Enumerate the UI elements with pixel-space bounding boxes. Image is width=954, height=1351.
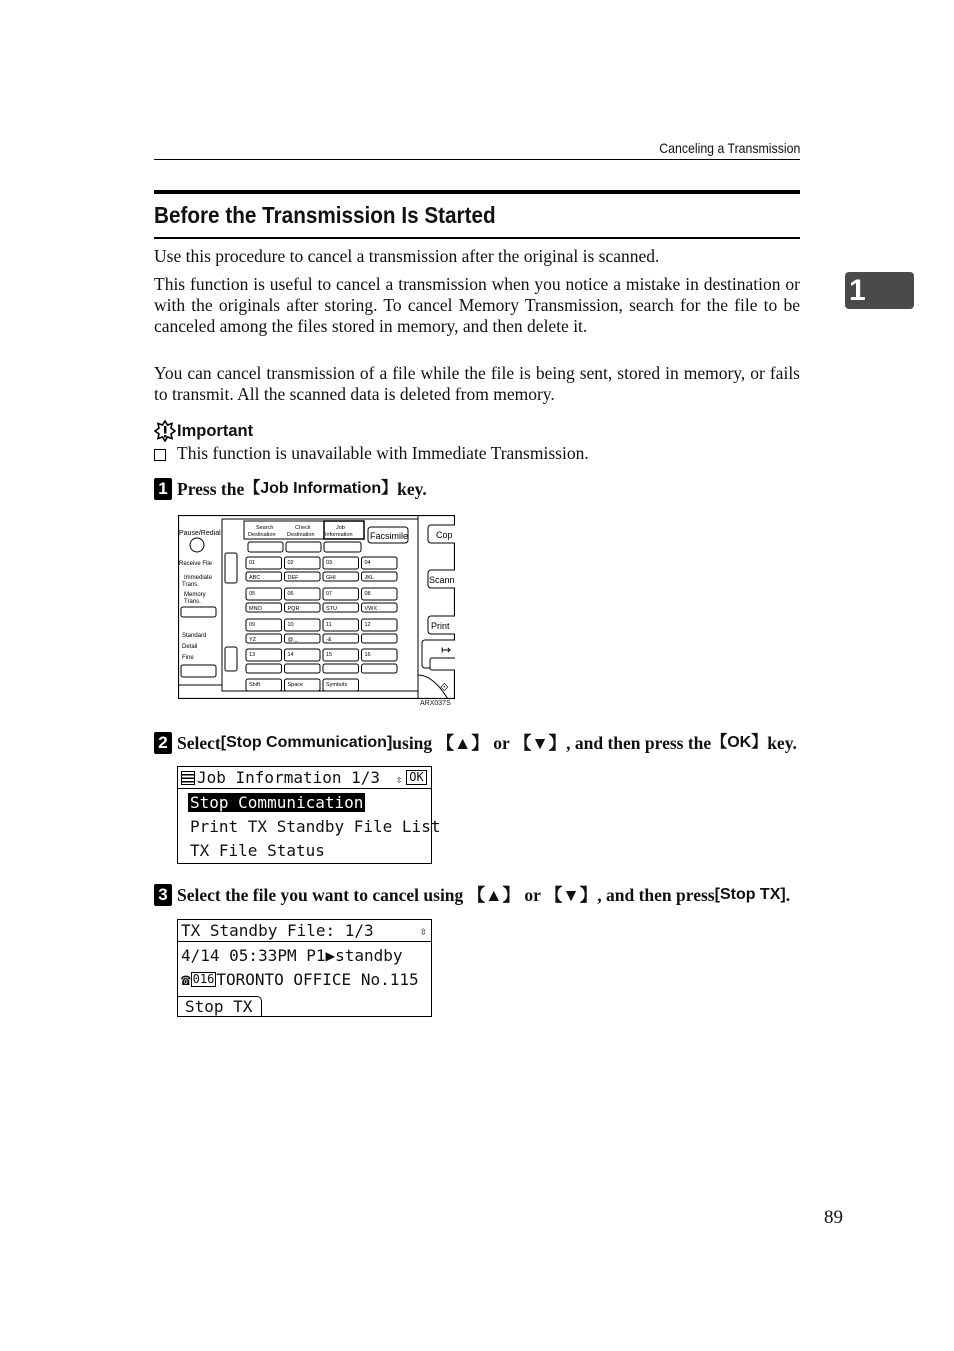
section-title: Before the Transmission Is Started: [154, 202, 496, 228]
one-touch-key-label: 04: [364, 560, 371, 566]
memory-trans-label: Memory: [184, 592, 206, 598]
one-touch-key-label: 13: [249, 652, 256, 658]
svg-text:Information: Information: [325, 532, 353, 538]
list-icon: [181, 771, 195, 785]
key-name: [Stop Communication]: [220, 734, 393, 751]
running-header: Canceling a Transmission: [154, 138, 800, 160]
purpose-paragraph: This function is useful to cancel a transmission when you notice a mistake in destination or with the originals after storing. To cancel Memory Transmission, search for the file to be canceled among the files stored in memory, and then delete it.: [154, 274, 800, 336]
svg-text:Destination: Destination: [287, 532, 315, 538]
important-heading: [154, 420, 253, 442]
menu-item-stop-communication[interactable]: Stop Communication: [190, 793, 364, 812]
one-touch-key: [285, 664, 321, 673]
one-touch-key-label: 11: [326, 622, 332, 628]
receive-file-label: Receive File: [179, 561, 213, 567]
one-touch-key: [362, 634, 398, 643]
svg-text:Facsimile: Facsimile: [370, 531, 409, 541]
control-panel-illustration: [178, 515, 455, 699]
one-touch-key-label: STU: [326, 606, 337, 612]
one-touch-key-label: -&: [326, 637, 332, 643]
step-text: Select: [177, 733, 221, 753]
step-text: Select the file you want to cancel using 【▲】 or 【▼】, and then press: [177, 885, 715, 905]
important-item-text: This function is unavailable with Immediate Transmission.: [177, 443, 589, 463]
one-touch-key: [362, 664, 398, 673]
tab-check-destination: Check: [295, 525, 311, 531]
step-number: 1: [154, 478, 172, 500]
one-touch-key-label: @._: [287, 637, 298, 643]
intro-paragraph: Use this procedure to cancel a transmission after the original is scanned.: [154, 246, 660, 266]
lcd-title-row: TX Standby File: 1/3 ⇳: [178, 920, 431, 942]
one-touch-key-label: Symbols: [326, 682, 348, 688]
left-key: [181, 607, 216, 617]
tab-job-information: Job: [336, 525, 345, 531]
menu-item-tx-file-status[interactable]: TX File Status: [190, 841, 325, 860]
one-touch-key-label: Space: [287, 682, 304, 688]
key-name: 【OK】: [711, 734, 768, 751]
one-touch-key-label: VWX: [364, 606, 378, 612]
svg-text:Print: Print: [431, 621, 450, 631]
important-label: Important: [177, 421, 254, 440]
step-text: key.: [767, 733, 797, 753]
svg-text:Destination: Destination: [248, 532, 276, 538]
immediate-trans-label: Immediate: [184, 575, 213, 581]
figure-id: ARX037S: [420, 700, 451, 707]
step-text: Press the: [177, 479, 245, 499]
lcd-tx-standby-file: [177, 919, 432, 1017]
stop-tx-softkey[interactable]: Stop TX: [178, 996, 262, 1016]
one-touch-key-label: 08: [364, 591, 371, 597]
important-item: [154, 443, 589, 464]
standby-file-status-row: 4/14 05:33PM P1▶standby: [181, 946, 403, 965]
one-touch-key-label: GHI: [326, 575, 336, 581]
title-rule-top: [154, 190, 800, 194]
standby-file-destination-row[interactable]: ☎ 016 TORONTO OFFICE No.115: [181, 970, 419, 989]
one-touch-key-label: 09: [249, 622, 256, 628]
one-touch-key-label: MNO: [249, 606, 262, 612]
scope-paragraph: You can cancel transmission of a file while the file is being sent, stored in memory, or fails to transmit. All the scanned data is deleted from memory.: [154, 363, 800, 404]
one-touch-key-label: 03: [326, 560, 333, 566]
svg-text:Cop: Cop: [436, 530, 453, 540]
step-text: key.: [397, 479, 427, 499]
important-icon: [154, 420, 176, 442]
one-touch-key-label: ABC: [249, 575, 261, 581]
one-touch-key-label: DEF: [287, 575, 299, 581]
page-number: 89: [824, 1207, 843, 1228]
tab-search-destination: Search: [256, 525, 274, 531]
svg-text:Trans.: Trans.: [184, 599, 201, 605]
step-2: [154, 732, 797, 754]
one-touch-key: [323, 664, 359, 673]
one-touch-key-label: 14: [287, 652, 294, 658]
up-down-arrows-icon: ⇳: [395, 773, 403, 786]
svg-text:↦: ↦: [441, 643, 452, 657]
step-text: .: [785, 885, 791, 905]
step-text: using 【▲】 or 【▼】, and then press the: [392, 733, 712, 753]
one-touch-key-label: 10: [287, 622, 294, 628]
title-rule-bottom: [154, 237, 800, 239]
one-touch-key-label: 01: [249, 560, 256, 566]
up-down-arrows-icon: ⇳: [419, 924, 427, 938]
chapter-tab: 1: [845, 272, 914, 309]
key-name: 【Job Information】: [244, 480, 398, 497]
one-touch-key-label: 12: [364, 622, 371, 628]
one-touch-key-label: 06: [287, 591, 294, 597]
one-touch-key-label: 05: [249, 591, 256, 597]
one-touch-key-label: 15: [326, 652, 333, 658]
step-3: [154, 884, 790, 906]
pause-redial-label: Pause/Redial: [179, 530, 221, 537]
step-1: [154, 478, 427, 500]
left-key: [181, 665, 216, 677]
step-number: 3: [154, 884, 172, 906]
one-touch-key-label: 02: [287, 560, 294, 566]
svg-text:Scann: Scann: [429, 575, 455, 585]
one-touch-key: [246, 664, 282, 673]
one-touch-key-label: YZ: [249, 637, 257, 643]
one-touch-key-label: JKL: [364, 575, 374, 581]
svg-text:Trans.: Trans.: [182, 582, 199, 588]
pause-redial-key: [190, 538, 204, 552]
step-number: 2: [154, 732, 172, 754]
checkbox-bullet-icon: [154, 449, 166, 461]
one-touch-key-label: Shift: [249, 682, 261, 688]
fine-label: Fine: [182, 655, 194, 661]
one-touch-key-label: 07: [326, 591, 333, 597]
lcd-job-information: [177, 766, 441, 864]
standard-label: Standard: [182, 633, 207, 639]
menu-item-print-tx-standby[interactable]: Print TX Standby File List: [190, 817, 441, 836]
key-name: [Stop TX]: [714, 886, 786, 903]
ok-key-icon: OK: [406, 770, 426, 785]
one-touch-key-label: PQR: [287, 606, 300, 612]
telephone-icon: ☎: [181, 970, 191, 989]
svg-text:⟐: ⟐: [440, 682, 449, 694]
detail-label: Detail: [182, 644, 198, 650]
one-touch-key-label: 16: [364, 652, 371, 658]
lcd-title-row: Job Information 1/3 ⇳ OK: [178, 767, 431, 789]
